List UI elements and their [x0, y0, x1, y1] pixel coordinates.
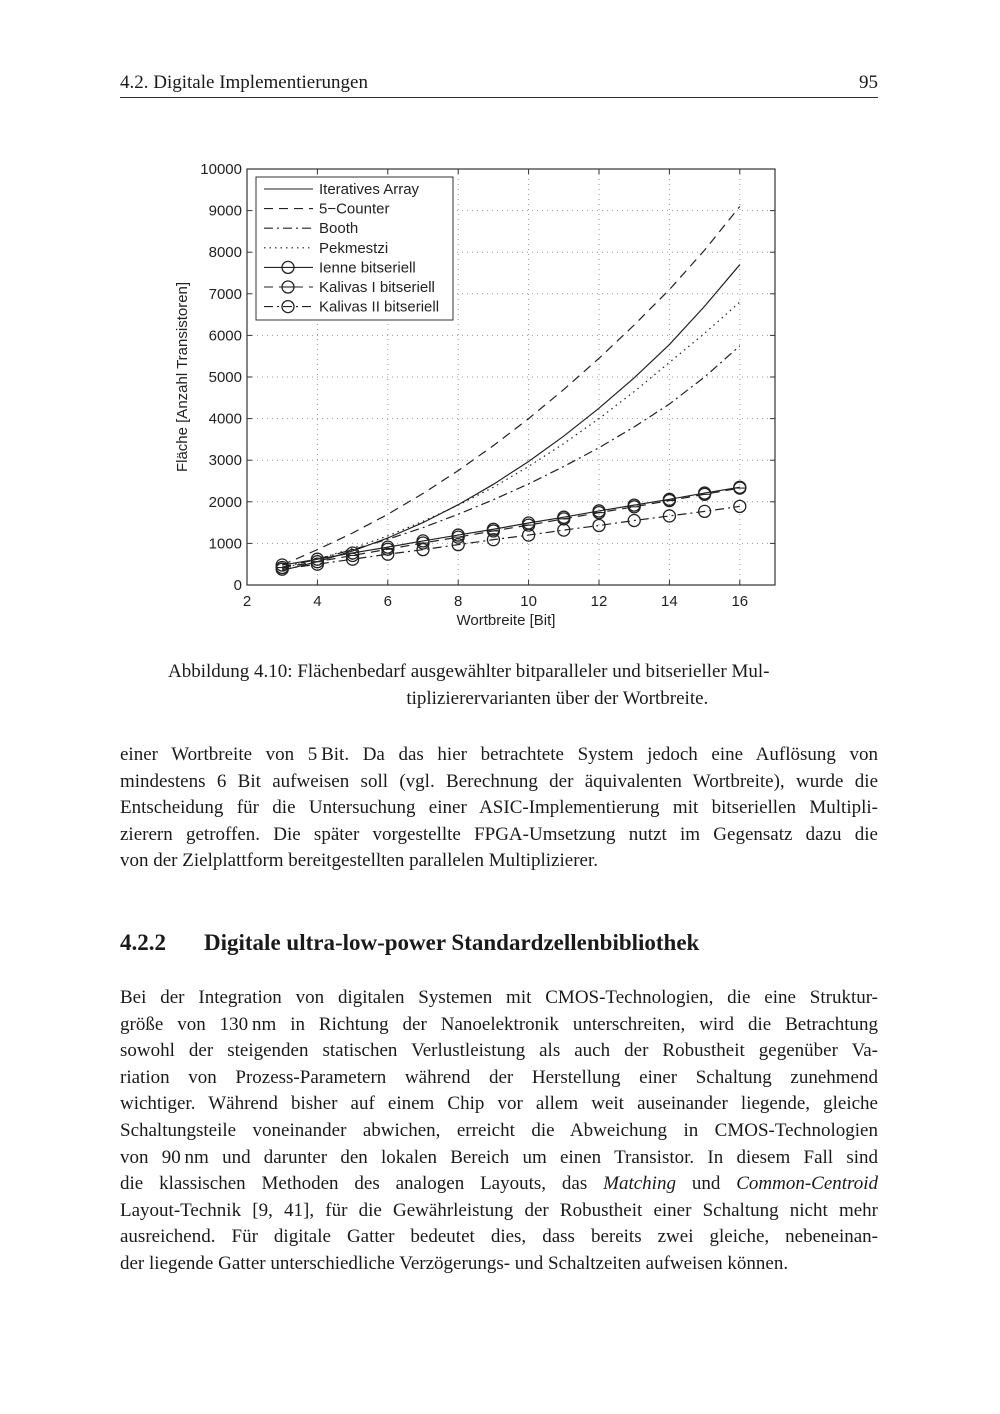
- y-tick-label: 2000: [208, 493, 242, 511]
- x-tick-label: 12: [590, 593, 608, 610]
- section-heading: [120, 930, 699, 956]
- y-tick-label: 10000: [200, 161, 242, 178]
- y-tick-label: 8000: [208, 244, 242, 262]
- paragraph-2: [120, 985, 878, 1278]
- caption-text: [297, 658, 817, 712]
- text-line: von 90 nm und darunter den lokalen Bereich um einen Transistor. In diesem Fall sind: [120, 1146, 878, 1168]
- line-chart: [160, 155, 800, 635]
- text-line: der liegende Gatter unterschiedliche Verzögerungs- und Schaltzeiten aufweisen können.: [120, 1252, 789, 1274]
- chart-legend: [256, 177, 453, 320]
- caption-label: Abbildung 4.10:: [168, 661, 293, 682]
- y-axis-label: Fläche [Anzahl Transistoren]: [174, 281, 191, 473]
- legend-entry: Pekmestzi: [319, 239, 389, 257]
- paragraph-1: [120, 742, 878, 875]
- y-tick-label: 1000: [208, 535, 242, 553]
- text-line: mindestens 6 Bit aufweisen soll (vgl. Berechnung der äquivalenten Wortbreite), wurde die: [120, 770, 878, 792]
- caption-line-2: tiplizierervarianten über der Wortbreite.: [406, 688, 709, 709]
- text-line: riation von Prozess-Parametern während der Herstellung einer Schaltung zunehmend: [120, 1066, 878, 1088]
- x-tick-label: 16: [731, 593, 749, 610]
- running-header: [120, 70, 878, 98]
- y-tick-label: 4000: [208, 410, 242, 428]
- text-line: zierern getroffen. Die später vorgestellte FPGA-Umsetzung nutzt im Gegensatz dazu die: [120, 823, 878, 845]
- legend-entry: Kalivas II bitseriell: [319, 298, 440, 316]
- legend-entry: Booth: [319, 220, 359, 238]
- figure-caption: [168, 658, 848, 712]
- text-line: sowohl der steigenden statischen Verlustleistung als auch der Robustheit gegenüber Va-: [120, 1040, 878, 1062]
- y-tick-label: 9000: [208, 202, 242, 220]
- page-number: 95: [859, 72, 878, 93]
- x-tick-label: 8: [454, 593, 463, 610]
- text-line: einer Wortbreite von 5 Bit. Da das hier betrachtete System jedoch eine Auflösung von: [120, 744, 878, 765]
- emphasis-matching: Matching: [603, 1173, 676, 1195]
- figure-area-chart: [160, 155, 800, 635]
- y-tick-label: 5000: [208, 369, 242, 386]
- text-line-with-emphasis: [120, 1171, 878, 1198]
- y-tick-label: 7000: [208, 285, 242, 303]
- x-tick-label: 6: [383, 593, 392, 610]
- legend-entry: 5−Counter: [319, 200, 390, 218]
- y-tick-label: 6000: [208, 327, 242, 345]
- text-line: Entscheidung für die Untersuchung einer ASIC-Implementierung mit bitseriellen Multipli-: [120, 797, 878, 819]
- text-fragment: die klassischen Methoden des analogen Layouts, das: [120, 1173, 604, 1195]
- caption-line-1: Flächenbedarf ausgewählter bitparalleler und bitserieller Mul-: [297, 661, 770, 682]
- legend-entry: Ienne bitseriell: [319, 259, 416, 277]
- x-tick-label: 14: [661, 593, 678, 610]
- text-line: Bei der Integration von digitalen Systemen mit CMOS-Technologien, die eine Struktur-: [120, 987, 878, 1008]
- text-line: Layout-Technik [9, 41], für die Gewährleistung der Robustheit einer Schaltung nicht mehr: [120, 1199, 878, 1221]
- legend-entry: Kalivas I bitseriell: [319, 279, 435, 296]
- legend-entry: Iteratives Array: [319, 181, 420, 198]
- y-tick-label: 3000: [208, 452, 242, 470]
- text-line: größe von 130 nm in Richtung der Nanoelektronik unterschreiten, wird die Betrachtung: [120, 1013, 878, 1035]
- section-number: 4.2.2: [120, 930, 166, 955]
- emphasis-common-centroid: Common-Centroid: [736, 1173, 879, 1195]
- x-tick-label: 2: [242, 593, 252, 610]
- section-title: Digitale ultra-low-power Standardzellenbibliothek: [204, 930, 700, 955]
- y-tick-label: 0: [233, 577, 242, 594]
- x-tick-label: 10: [520, 593, 537, 610]
- text-line: wichtiger. Während bisher auf einem Chip vor allem weit auseinander liegende, gleiche: [120, 1093, 878, 1115]
- header-section-title: 4.2. Digitale Implementierungen: [120, 72, 368, 93]
- x-tick-label: 4: [313, 593, 322, 610]
- text-line: ausreichend. Für digitale Gatter bedeutet dies, dass bereits zwei gleiche, nebeneinan-: [120, 1226, 878, 1248]
- x-axis-label: Wortbreite [Bit]: [456, 612, 556, 629]
- text-line: Schaltungsteile voneinander abwichen, erreicht die Abweichung in CMOS-Technologien: [120, 1119, 878, 1141]
- text-fragment: und: [675, 1173, 737, 1195]
- text-line: von der Zielplattform bereitgestellten parallelen Multiplizierer.: [120, 850, 598, 872]
